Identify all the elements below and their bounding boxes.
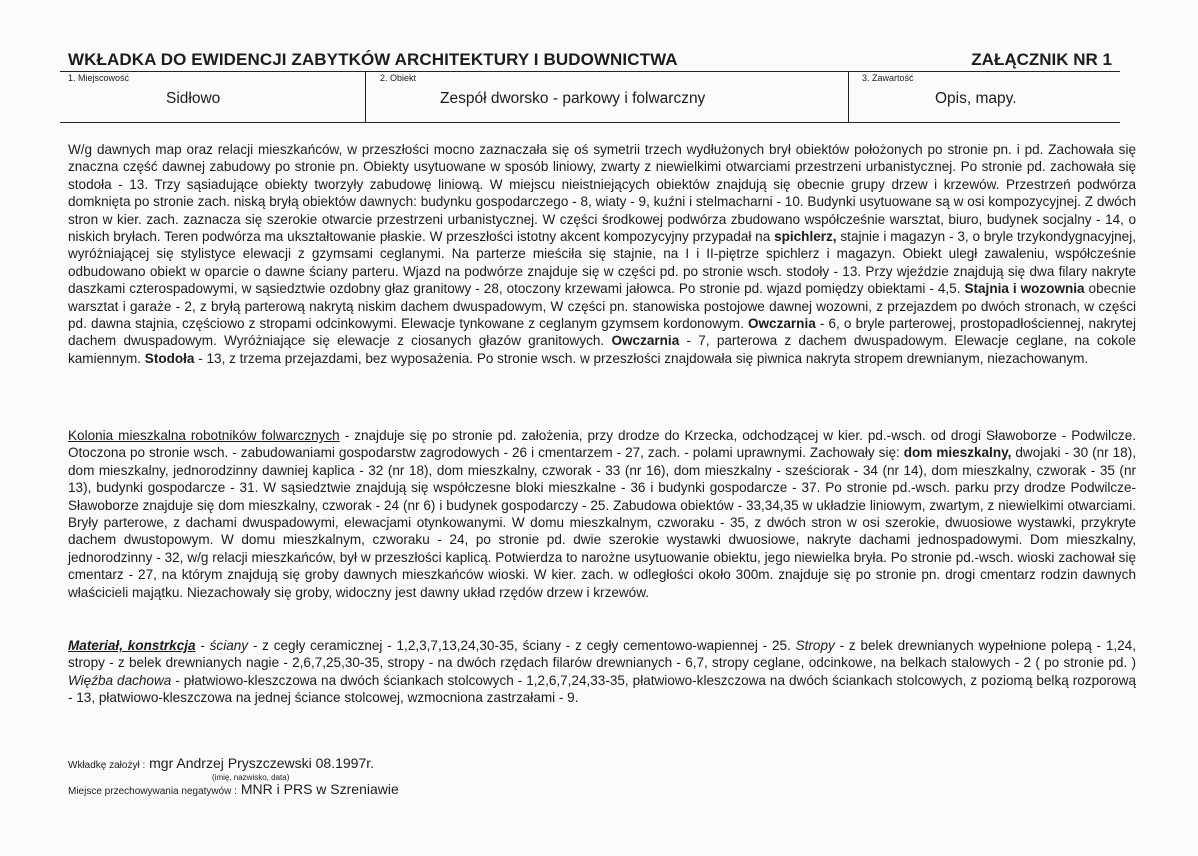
- footer-storage: [68, 781, 399, 799]
- field-locality-label: 1. Miejscowość: [68, 73, 130, 83]
- footer-author-hint: (imię, nazwisko, data): [212, 773, 290, 782]
- header-rule-top: [60, 71, 1120, 72]
- paragraph-workers-colony: Kolonia mieszkalna robotników folwarcznych - znajduje się po stronie pd. założenia, przy drodze do Krzecka, odchodzącej w kier. pd.-wsch. od drogi Sławoborze - Podwilcze. Otoczona po stronie wsch. - zabudowaniami gospodarstw zagrodowych - 26 i cmentarzem - 27, zach. - polami uprawnymi. Zachowały się: dom mieszkalny, dwojaki - 30 (nr 18), dom mieszkalny, jednorodzinny dawniej kaplica - 32 (nr 18), dom mieszkalny, czworak - 33 (nr 16), dom mieszkalny - sześciorak - 34 (nr 14), dom mieszkalny, czworak - 35 (nr 13), budynki gospodarcze - 31. W sąsiedztwie znajdują się współczesne bloki mieszkalne - 36 i budynki gospodarcze - 37. Po stronie pd.-wsch. parku przy drodze Podwilcze-Sławoborze znajduje się dom mieszkalny, czworak - 24 (nr 6) i budynek gospodarczy - 25. Zabudowa obiektów - 33,34,35 w układzie liniowym, zwartym, z niewielkimi otwarciami. Bryły parterowe, z dachami dwuspadowymi, elewacjami otynkowanymi. W domu mieszkalnym, czworaku - 35, z dwóch stron w osi szerokie, dwuosiowe wystawki, przykryte dachem dwustopowym. W domu mieszkalnym, czworaku - 24, po stronie pd. dwie szerokie wystawki dwuosiowe, nakryte dachami jednospadowymi. Dom mieszkalny, jednorodzinny - 32, w/g relacji mieszkańców, był w przeszłości kaplicą. Potwierdza to narożne usytuowanie obiektu, jego niewielka bryła. Po stronie pd.-wsch. wioski zachował się cmentarz - 27, na którym znajdują się groby dawnych mieszkańców wioski. W kier. zach. w odległości około 300m. znajduje się po stronie pn. drogi cmentarz rodzin dawnych właścicieli majątku. Niezachowały się groby, widoczny jest dawny układ rzędów drzew i krzewów.: [68, 428, 1136, 600]
- paragraph-farm-description: W/g dawnych map oraz relacji mieszkańców, w przeszłości mocno zaznaczała się oś symetrii trzech wydłużonych brył obiektów położonych po stronie pn. i pd. Zachowała się znaczna część dawnej zabudowy po stronie pn. Obiekty usytuowane w sposób liniowy, zwarty z niewielkimi otwarciami przestrzeni urbanistycznej. Po stronie pd. zachowała się stodoła - 13. Trzy sąsiadujące obiekty tworzyły zabudowę liniową. W miejscu nieistniejących obiektów znajdują się obecnie grupy drzew i krzewów. Przestrzeń podwórza domknięta po stronie zach. niską bryłą obiektów dawnych: budynku gospodarczego - 8, wiaty - 9, kuźni i stelmacharni - 10. Budynki usytuowane są w osi kompozycyjnej. Z dwóch stron w kier. zach. zaznacza się szerokie otwarcie przestrzeni urbanistycznej. W części środkowej podwórza zbudowano współcześnie warsztat, biuro, budynek socjalny - 14, o niskich bryłach. Teren podwórza ma ukształtowanie płaskie. W przeszłości istotny akcent kompozycyjny przypadał na spichlerz, stajnie i magazyn - 3, o bryle trzykondygnacyjnej, wyróżniającej się stylistyce elewacji z gzymsami ceglanymi. Na parterze mieściła się stajnie, na I i II-piętrze spichlerz i magazyn. Obiekt uległ zawaleniu, współcześnie odbudowano obiekt w oparcie o dawne ściany parteru. Wjazd na podwórze znajduje się w części pd. po stronie wsch. stodoły - 13. Przy wjeździe znajdują się dwa filary nakryte daszkami czterospadowymi, w sąsiedztwie ozdobny głaz granitowy - 28, otoczony krzewami jałowca. Po stronie pd. wjazd pomiędzy obiektami - 4,5. Stajnia i wozownia obecnie warsztat i garaże - 2, z bryłą parterową nakrytą niskim dachem dwuspadowym, W części pn. stanowiska postojowe dawnej wozowni, z przejazdem po dwóch stronach, w części pd. dawna stajnia, częściowo z stropami odcinkowymi. Elewacje tynkowane z ceglanym gzymsem kordonowym. Owczarnia - 6, o bryle parterowej, prostopadłościennej, nakrytej dachem dwuspadowym. Wyróżniające się elewacje z ciosanych głazów granitowych. Owczarnia - 7, parterowa z dachem dwuspadowym. Elewacje ceglane, na cokole kamiennym. Stodoła - 13, z trzema przejazdami, bez wyposażenia. Po stronie wsch. w przeszłości znajdowała się piwnica nakryta stropem drewnianym, niezachowanym.: [68, 142, 1137, 366]
- cell-divider-1: [365, 72, 366, 122]
- paragraph-materials: Materiał, konstrkcja - ściany - z cegły ceramicznej - 1,2,3,7,13,24,30-35, ściany - z cegły cementowo-wapiennej - 25. Stropy - z belek drewnianych wypełnione polepą - 1,24, stropy - z belek drewnianych nagie - 2,6,7,25,30-35, stropy - na dwóch rzędach filarów drewnianych - 6,7, stropy ceglane, odcinkowe, na belkach stalowych - 2 ( po stronie pd. ) Więźba dachowa - płatwiowo-kleszczowa na dwóch ściankach stolcowych - 1,2,6,7,24,33-35, płatwiowo-kleszczowa na dwóch ściankach stolcowych, z poziomą belką rozporową - 13, płatwiowo-kleszczowa na jednej ściance stolcowej, wzmocniona zastrzałami - 9.: [68, 638, 1136, 706]
- footer-author: [68, 755, 374, 773]
- annex-number: ZAŁĄCZNIK NR 1: [971, 50, 1112, 69]
- footer-storage-value: MNR i PRS w Szreniawie: [236, 781, 399, 797]
- field-object-label: 2. Obiekt: [380, 73, 417, 83]
- field-object-value: Zespół dworsko - parkowy i folwarczny: [440, 90, 706, 107]
- field-contents-label: 3. Zawartość: [862, 73, 914, 83]
- field-contents-value: Opis, mapy.: [935, 90, 1017, 107]
- footer-author-value: mgr Andrzej Pryszczewski 08.1997r.: [145, 755, 375, 771]
- footer-author-label: Wkładkę założył :: [68, 760, 146, 771]
- header-rule-bottom: [60, 122, 1120, 123]
- field-locality-value: Sidłowo: [166, 90, 221, 107]
- footer-storage-label: Miejsce przechowywania negatywów :: [68, 786, 237, 797]
- cell-divider-2: [848, 72, 849, 122]
- form-title: WKŁADKA DO EWIDENCJI ZABYTKÓW ARCHITEKTURY I BUDOWNICTWA: [68, 50, 678, 69]
